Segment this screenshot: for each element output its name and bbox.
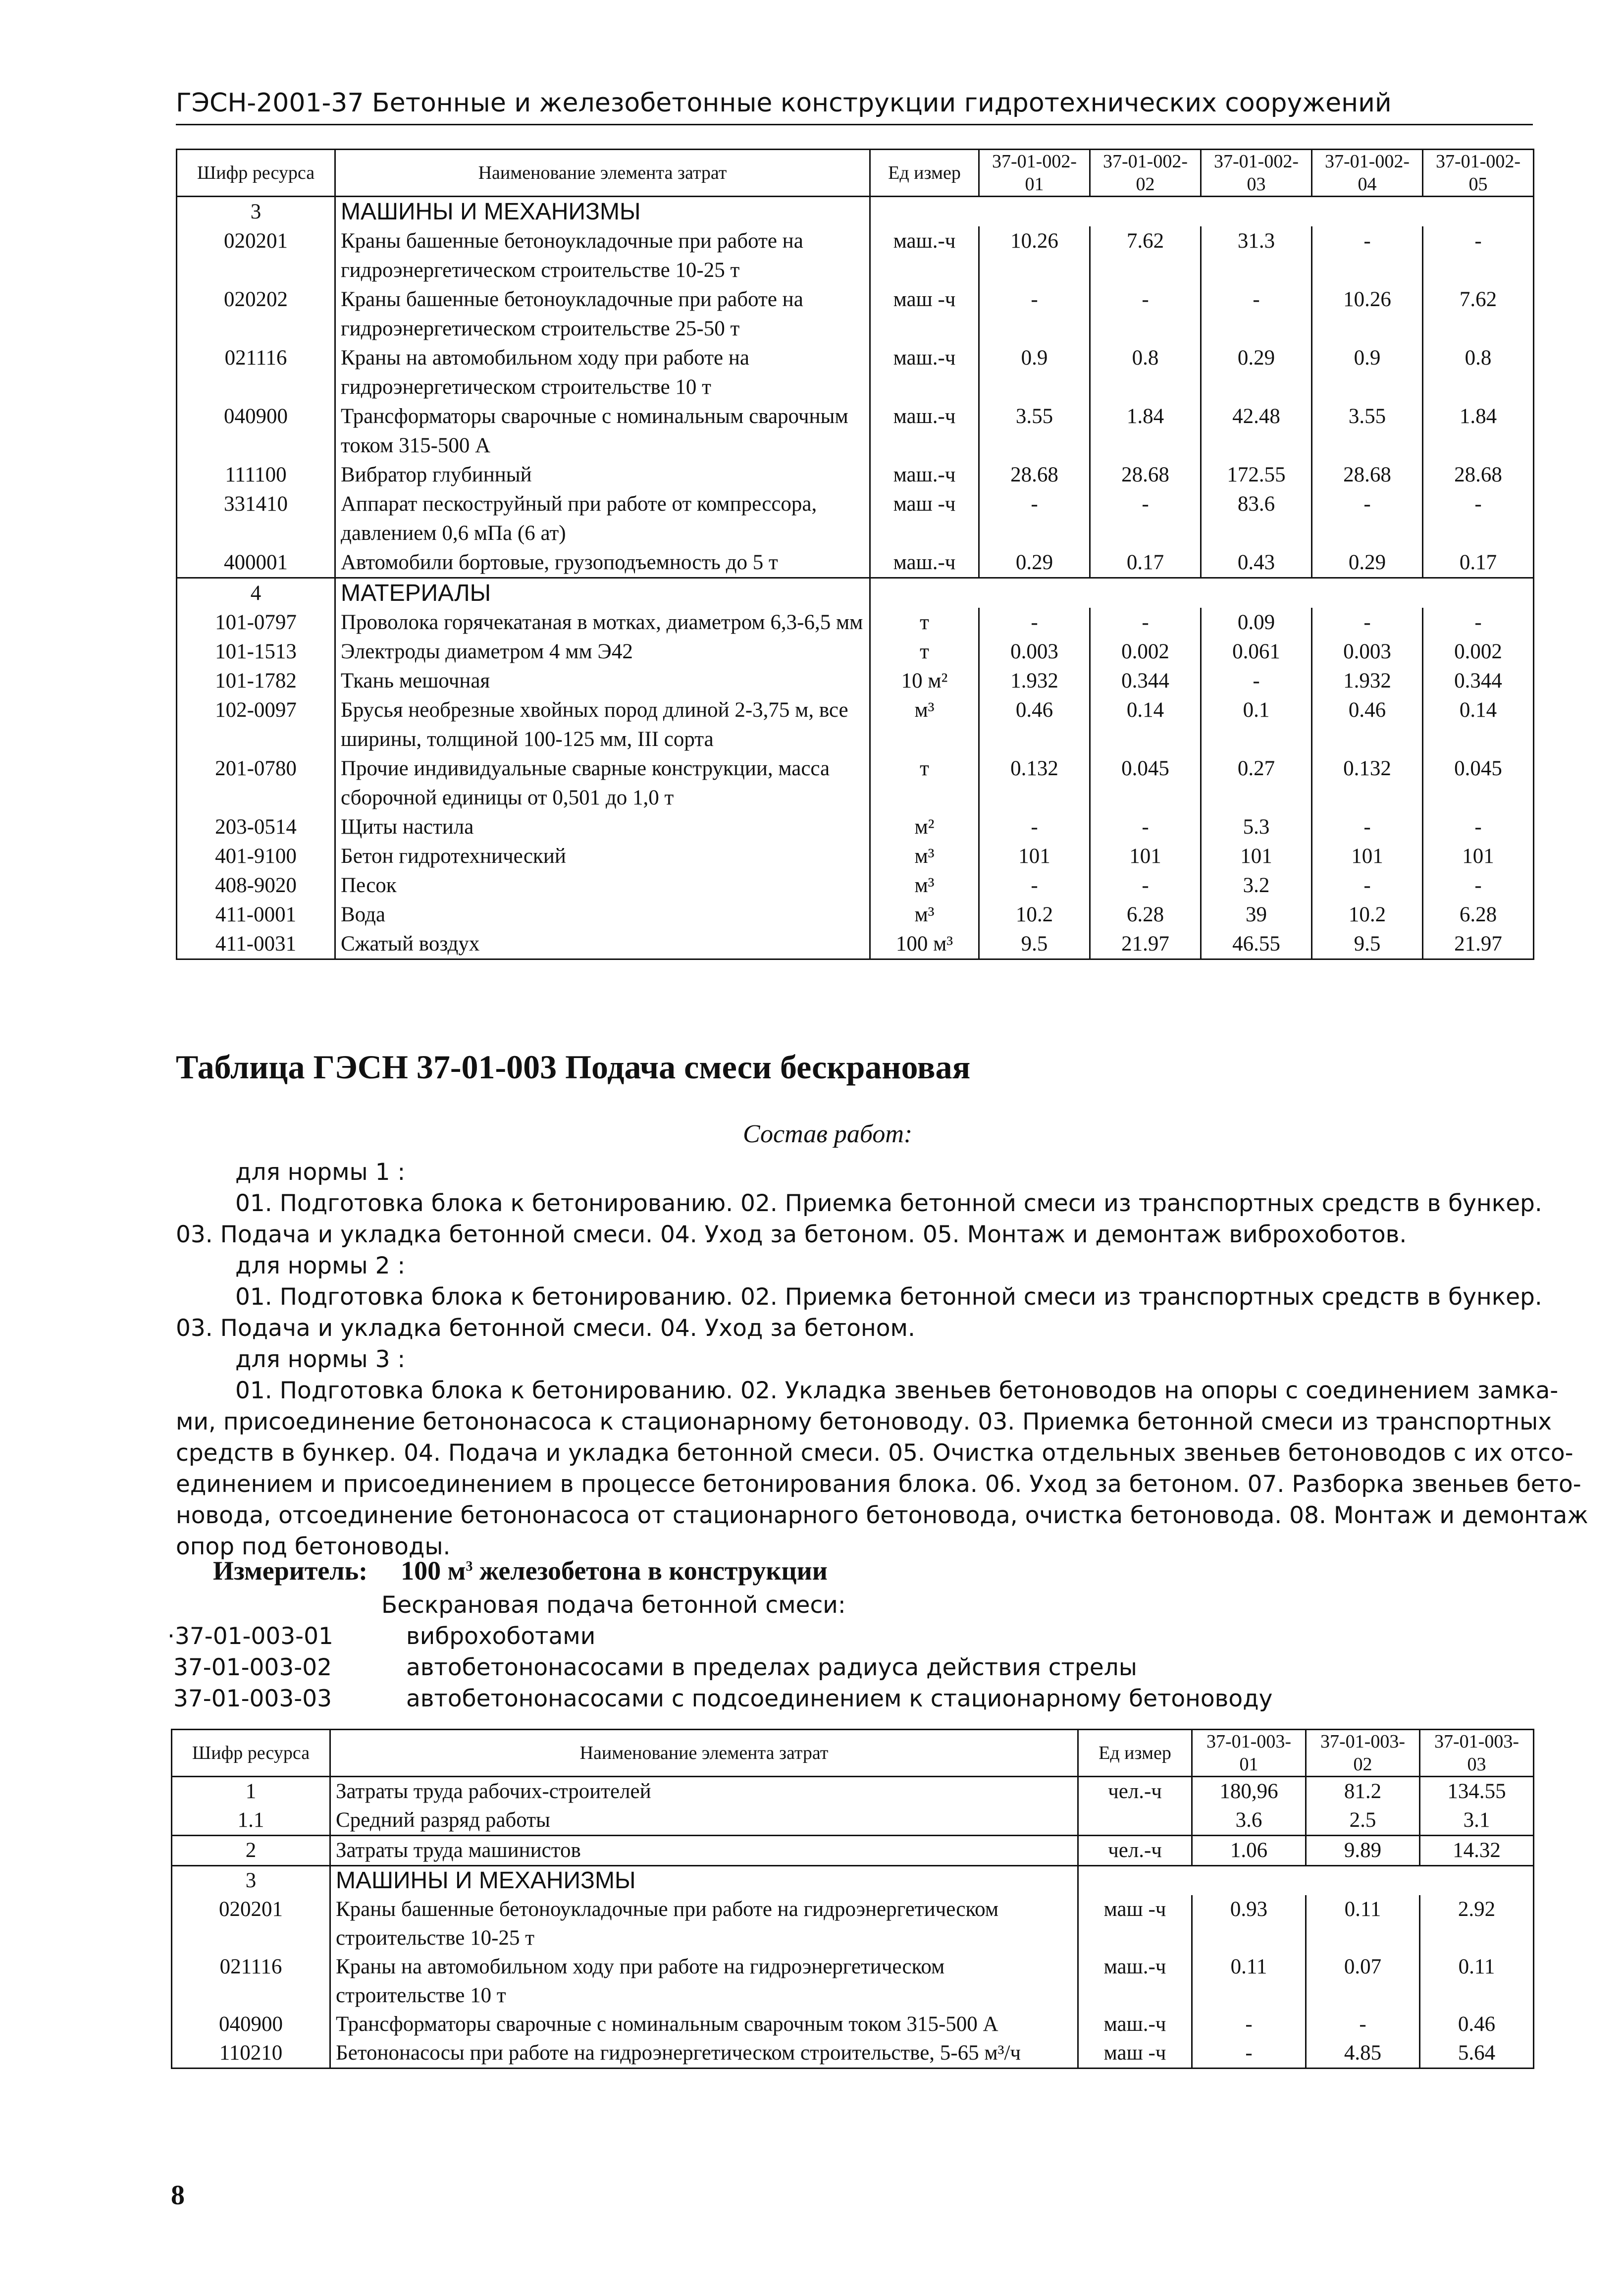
value-cell: 0.09 — [1201, 608, 1312, 637]
resource-code-cell: 101-1513 — [177, 637, 335, 666]
resource-name-cell: Брусья необрезные хвойных пород длиной 2-3,75 м, все ширины, толщиной 100-125 мм, III сорта — [335, 695, 870, 754]
norm1-label: для нормы 1 : — [235, 1159, 406, 1186]
value-cell: 0.132 — [979, 754, 1090, 812]
value-cell: - — [1423, 812, 1534, 842]
value-cell: 1.932 — [979, 666, 1090, 695]
value-cell: - — [1201, 666, 1312, 695]
value-cell: - — [1312, 226, 1423, 285]
resource-name-cell: Аппарат пескоструйный при работе от компрессора, давлением 0,6 мПа (6 ат) — [335, 489, 870, 548]
value-cell: 21.97 — [1090, 929, 1201, 959]
value-cell: 0.061 — [1201, 637, 1312, 666]
table-row — [172, 1806, 1534, 1836]
value-cell: 10.26 — [979, 226, 1090, 285]
resource-code-cell: 331410 — [177, 489, 335, 548]
unit-cell: маш.-ч — [870, 548, 979, 578]
unit-cell: маш.-ч — [870, 226, 979, 285]
resource-name-cell: Краны башенные бетоноукладочные при работе на гидроэнергетическом строительстве 10-25 т — [330, 1895, 1078, 1953]
norm2-text-line: 01. Подготовка блока к бетонированию. 02. Приемка бетонной смеси из транспортных средств в бункер. — [235, 1283, 1542, 1311]
value-cell: 0.8 — [1090, 343, 1201, 402]
value-cell: 0.002 — [1423, 637, 1534, 666]
resource-name-cell: Бетон гидротехнический — [335, 842, 870, 871]
value-cell: 6.28 — [1423, 900, 1534, 929]
section-row — [177, 197, 1534, 227]
value-cell: 1.84 — [1423, 402, 1534, 460]
value-cell: 3.55 — [979, 402, 1090, 460]
value-cell: 0.344 — [1090, 666, 1201, 695]
table-row — [177, 842, 1534, 871]
value-cell: 83.6 — [1201, 489, 1312, 548]
resource-code-cell: 1 — [172, 1777, 330, 1806]
meter-label: Измеритель: — [213, 1556, 368, 1586]
resource-code-cell: 203-0514 — [177, 812, 335, 842]
resource-code-cell: 3 — [172, 1866, 330, 1896]
value-cell: 0.11 — [1306, 1895, 1420, 1953]
value-cell: 5.3 — [1201, 812, 1312, 842]
table-row — [177, 489, 1534, 548]
value-cell: 5.64 — [1420, 2039, 1534, 2069]
unit-cell: м² — [870, 812, 979, 842]
unit-cell: м³ — [870, 900, 979, 929]
value-cell: 0.002 — [1090, 637, 1201, 666]
resource-code-cell: 021116 — [177, 343, 335, 402]
unit-cell: маш -ч — [1078, 2039, 1192, 2069]
norms-intro: Бескрановая подача бетонной смеси: — [381, 1592, 846, 1619]
empty-cell — [870, 197, 1534, 227]
value-cell: - — [1192, 2010, 1306, 2039]
value-cell: 39 — [1201, 900, 1312, 929]
table-body — [177, 197, 1534, 959]
resource-name-cell: Бетононасосы при работе на гидроэнергетическом строительстве, 5-65 м³/ч — [330, 2039, 1078, 2069]
unit-cell: т — [870, 754, 979, 812]
resource-name-cell: Средний разряд работы — [330, 1806, 1078, 1836]
unit-cell: т — [870, 608, 979, 637]
norm-code: 37-01-003-02 — [173, 1654, 332, 1681]
value-cell: 42.48 — [1201, 402, 1312, 460]
resource-name-cell: Ткань мешочная — [335, 666, 870, 695]
value-cell: 0.29 — [1201, 343, 1312, 402]
value-cell: 46.55 — [1201, 929, 1312, 959]
resource-code-cell: 4 — [177, 578, 335, 608]
unit-cell: маш -ч — [870, 285, 979, 343]
resource-code-cell: 021116 — [172, 1953, 330, 2010]
running-header: ГЭСН-2001-37 Бетонные и железобетонные конструкции гидротехнических сооружений — [176, 88, 1392, 118]
unit-cell: м³ — [870, 871, 979, 900]
resource-name-cell: МАТЕРИАЛЫ — [335, 578, 870, 608]
table-row — [177, 900, 1534, 929]
table-body — [172, 1777, 1534, 2069]
value-cell: 6.28 — [1090, 900, 1201, 929]
value-cell: 3.2 — [1201, 871, 1312, 900]
resource-name-cell: Затраты труда машинистов — [330, 1836, 1078, 1866]
value-cell: 0.132 — [1312, 754, 1423, 812]
resource-name-cell: Песок — [335, 871, 870, 900]
norm3-text-line: ми, присоединение бетононасоса к стационарному бетоноводу. 03. Приемка бетонной смеси из транспортных — [176, 1408, 1552, 1435]
unit-cell: маш.-ч — [870, 343, 979, 402]
table-row — [177, 812, 1534, 842]
resource-code-cell: 020202 — [177, 285, 335, 343]
value-cell: 0.27 — [1201, 754, 1312, 812]
value-cell: 0.07 — [1306, 1953, 1420, 2010]
value-cell: 10.26 — [1312, 285, 1423, 343]
table-row — [177, 402, 1534, 460]
norm3-text-line: средств в бункер. 04. Подача и укладка бетонной смеси. 05. Очистка отдельных звеньев бетоноводов с их отсо- — [176, 1439, 1573, 1467]
value-cell: 0.14 — [1090, 695, 1201, 754]
table-row — [177, 608, 1534, 637]
value-cell: - — [1192, 2039, 1306, 2069]
resource-name-cell: Щиты настила — [335, 812, 870, 842]
norm3-text-line: 01. Подготовка блока к бетонированию. 02. Укладка звеньев бетоноводов на опоры с соединением замка- — [235, 1377, 1559, 1404]
norm3-text-line: опор под бетоноводы. — [176, 1533, 451, 1560]
table-row — [172, 1777, 1534, 1806]
value-cell: 0.29 — [979, 548, 1090, 578]
value-cell: 7.62 — [1090, 226, 1201, 285]
meter-line — [213, 1555, 828, 1587]
norm-description: автобетононасосами с подсоединением к стационарному бетоноводу — [406, 1685, 1273, 1712]
value-cell: - — [979, 285, 1090, 343]
norm3-text-line: новода, отсоединение бетононасоса от стационарного бетоновода, очистка бетоновода. 08. Монтаж и демонтаж — [176, 1502, 1588, 1529]
norm1-text-line: 03. Подача и укладка бетонной смеси. 04. Уход за бетоном. 05. Монтаж и демонтаж виброхоботов. — [176, 1221, 1407, 1248]
value-cell: 0.045 — [1423, 754, 1534, 812]
value-cell: 21.97 — [1423, 929, 1534, 959]
value-cell: 0.8 — [1423, 343, 1534, 402]
value-cell: - — [1312, 871, 1423, 900]
resource-name-cell: МАШИНЫ И МЕХАНИЗМЫ — [330, 1866, 1078, 1896]
value-cell: 10.2 — [979, 900, 1090, 929]
table-header-row — [177, 150, 1534, 197]
resource-name-cell: Краны на автомобильном ходу при работе на гидроэнергетическом строительстве 10 т — [335, 343, 870, 402]
value-cell: 31.3 — [1201, 226, 1312, 285]
table-row — [172, 1836, 1534, 1866]
table-row — [177, 695, 1534, 754]
resource-name-cell: Краны башенные бетоноукладочные при работе на гидроэнергетическом строительстве 10-25 т — [335, 226, 870, 285]
header-rule — [176, 124, 1533, 125]
value-cell: 0.29 — [1312, 548, 1423, 578]
resource-name-cell: Краны на автомобильном ходу при работе на гидроэнергетическом строительстве 10 т — [330, 1953, 1078, 2010]
resource-code-cell: 102-0097 — [177, 695, 335, 754]
norm-description: виброхоботами — [406, 1623, 596, 1650]
value-cell: 10.2 — [1312, 900, 1423, 929]
value-cell: - — [979, 608, 1090, 637]
table-row — [177, 460, 1534, 489]
resource-name-cell: Проволока горячекатаная в мотках, диаметром 6,3-6,5 мм — [335, 608, 870, 637]
value-cell: 28.68 — [1090, 460, 1201, 489]
resource-name-cell: Трансформаторы сварочные с номинальным сварочным током 315-500 А — [335, 402, 870, 460]
resource-code-cell: 110210 — [172, 2039, 330, 2069]
value-cell: - — [1423, 871, 1534, 900]
table-row — [177, 929, 1534, 959]
value-cell: 134.55 — [1420, 1777, 1534, 1806]
value-cell: - — [979, 812, 1090, 842]
table-title: Таблица ГЭСН 37-01-003 Подача смеси бескрановая — [176, 1048, 971, 1086]
value-cell: - — [1090, 812, 1201, 842]
value-cell: 7.62 — [1423, 285, 1534, 343]
table-row — [177, 871, 1534, 900]
resource-code-cell: 020201 — [177, 226, 335, 285]
value-cell: 2.5 — [1306, 1806, 1420, 1836]
table-row — [177, 226, 1534, 285]
resource-name-cell: Вода — [335, 900, 870, 929]
value-cell: - — [1312, 608, 1423, 637]
value-cell: 0.045 — [1090, 754, 1201, 812]
table-row — [177, 343, 1534, 402]
value-cell: 0.1 — [1201, 695, 1312, 754]
value-cell: - — [1090, 489, 1201, 548]
resource-code-cell: 408-9020 — [177, 871, 335, 900]
column-header: Шифр ресурса — [172, 1730, 330, 1777]
page-number: 8 — [171, 2180, 185, 2211]
table-row — [172, 1895, 1534, 1953]
resource-code-cell: 111100 — [177, 460, 335, 489]
value-cell: 180,96 — [1192, 1777, 1306, 1806]
value-cell: - — [1090, 871, 1201, 900]
norm3-label: для нормы 3 : — [235, 1346, 406, 1373]
value-cell: 0.344 — [1423, 666, 1534, 695]
value-cell: 0.46 — [1312, 695, 1423, 754]
value-cell: 0.003 — [979, 637, 1090, 666]
norm1-text-line: 01. Подготовка блока к бетонированию. 02. Приемка бетонной смеси из транспортных средств в бункер. — [235, 1190, 1542, 1217]
resource-code-cell: 201-0780 — [177, 754, 335, 812]
value-cell: - — [979, 489, 1090, 548]
value-cell: 0.93 — [1192, 1895, 1306, 1953]
value-cell: - — [1423, 489, 1534, 548]
norm-code: 37-01-003-03 — [173, 1685, 332, 1712]
resource-code-cell: 2 — [172, 1836, 330, 1866]
table-row — [177, 637, 1534, 666]
value-cell: 28.68 — [979, 460, 1090, 489]
meter-superscript: 3 — [466, 1559, 473, 1574]
norm3-text-line: единением и присоединением в процессе бетонирования блока. 06. Уход за бетоном. 07. Разборка звеньев бето- — [176, 1471, 1581, 1498]
resource-name-cell: Автомобили бортовые, грузоподъемность до 5 т — [335, 548, 870, 578]
value-cell: 2.92 — [1420, 1895, 1534, 1953]
resource-name-cell: Затраты труда рабочих-строителей — [330, 1777, 1078, 1806]
table-row — [172, 2039, 1534, 2069]
value-cell: 0.17 — [1423, 548, 1534, 578]
value-cell: 101 — [1312, 842, 1423, 871]
column-header: 37-01-002-05 — [1423, 150, 1534, 197]
value-cell: 4.85 — [1306, 2039, 1420, 2069]
value-cell: 1.932 — [1312, 666, 1423, 695]
value-cell: - — [979, 871, 1090, 900]
table-header-row — [172, 1730, 1534, 1777]
value-cell: 0.003 — [1312, 637, 1423, 666]
value-cell: 28.68 — [1423, 460, 1534, 489]
value-cell: 3.55 — [1312, 402, 1423, 460]
resource-name-cell: Электроды диаметром 4 мм Э42 — [335, 637, 870, 666]
value-cell: 9.89 — [1306, 1836, 1420, 1866]
resource-code-cell: 400001 — [177, 548, 335, 578]
value-cell: 9.5 — [979, 929, 1090, 959]
resource-name-cell: Прочие индивидуальные сварные конструкции, масса сборочной единицы от 0,501 до 1,0 т — [335, 754, 870, 812]
resource-code-cell: 101-0797 — [177, 608, 335, 637]
value-cell: - — [1306, 2010, 1420, 2039]
value-cell: 0.46 — [1420, 2010, 1534, 2039]
value-cell: 81.2 — [1306, 1777, 1420, 1806]
resource-code-cell: 040900 — [177, 402, 335, 460]
value-cell: - — [1312, 489, 1423, 548]
norm2-label: для нормы 2 : — [235, 1252, 406, 1279]
norm-description: автобетононасосами в пределах радиуса действия стрелы — [406, 1654, 1137, 1681]
resource-code-cell: 1.1 — [172, 1806, 330, 1836]
empty-cell — [1078, 1866, 1534, 1896]
meter-value-rest: железобетона в конструкции — [472, 1556, 828, 1586]
unit-cell — [1078, 1806, 1192, 1836]
resource-name-cell: Трансформаторы сварочные с номинальным сварочным током 315-500 А — [330, 2010, 1078, 2039]
column-header: 37-01-003-02 — [1306, 1730, 1420, 1777]
unit-cell: т — [870, 637, 979, 666]
table-row — [172, 1953, 1534, 2010]
unit-cell: маш.-ч — [1078, 1953, 1192, 2010]
value-cell: - — [1090, 608, 1201, 637]
value-cell: - — [1423, 608, 1534, 637]
unit-cell: маш.-ч — [870, 460, 979, 489]
value-cell: 101 — [1090, 842, 1201, 871]
unit-cell: маш -ч — [870, 489, 979, 548]
value-cell: 172.55 — [1201, 460, 1312, 489]
resource-name-cell: МАШИНЫ И МЕХАНИЗМЫ — [335, 197, 870, 227]
value-cell: 0.46 — [979, 695, 1090, 754]
value-cell: 0.9 — [979, 343, 1090, 402]
empty-cell — [870, 578, 1534, 608]
table-row — [177, 666, 1534, 695]
unit-cell: маш.-ч — [870, 402, 979, 460]
value-cell: - — [1201, 285, 1312, 343]
meter-value: 100 м — [401, 1556, 466, 1586]
resource-name-cell: Краны башенные бетоноукладочные при работе на гидроэнергетическом строительстве 25-50 т — [335, 285, 870, 343]
column-header: Шифр ресурса — [177, 150, 335, 197]
value-cell: 3.6 — [1192, 1806, 1306, 1836]
value-cell: 101 — [1423, 842, 1534, 871]
unit-cell: 100 м³ — [870, 929, 979, 959]
value-cell: 0.14 — [1423, 695, 1534, 754]
resource-code-cell: 411-0031 — [177, 929, 335, 959]
column-header: 37-01-003-01 — [1192, 1730, 1306, 1777]
value-cell: - — [1423, 226, 1534, 285]
unit-cell: маш.-ч — [1078, 2010, 1192, 2039]
resource-table-37-01-002 — [176, 149, 1534, 960]
value-cell: 14.32 — [1420, 1836, 1534, 1866]
section-row — [177, 578, 1534, 608]
norm-code: ·37-01-003-01 — [167, 1623, 333, 1650]
column-header: Наименование элемента затрат — [330, 1730, 1078, 1777]
table-row — [177, 548, 1534, 578]
value-cell: 1.06 — [1192, 1836, 1306, 1866]
resource-name-cell: Сжатый воздух — [335, 929, 870, 959]
composition-title: Состав работ: — [743, 1120, 913, 1148]
value-cell: - — [1312, 812, 1423, 842]
resource-code-cell: 401-9100 — [177, 842, 335, 871]
value-cell: 101 — [1201, 842, 1312, 871]
unit-cell: 10 м² — [870, 666, 979, 695]
norm2-text-line: 03. Подача и укладка бетонной смеси. 04. Уход за бетоном. — [176, 1315, 915, 1342]
column-header: Ед измер — [870, 150, 979, 197]
value-cell: 3.1 — [1420, 1806, 1534, 1836]
section-row — [172, 1866, 1534, 1896]
unit-cell: м³ — [870, 842, 979, 871]
table-row — [177, 285, 1534, 343]
table-row — [172, 2010, 1534, 2039]
resource-table-37-01-003 — [171, 1729, 1534, 2069]
value-cell: 0.17 — [1090, 548, 1201, 578]
column-header: 37-01-002-04 — [1312, 150, 1423, 197]
value-cell: 0.11 — [1192, 1953, 1306, 2010]
value-cell: 9.5 — [1312, 929, 1423, 959]
value-cell: 101 — [979, 842, 1090, 871]
value-cell: 1.84 — [1090, 402, 1201, 460]
unit-cell: чел.-ч — [1078, 1836, 1192, 1866]
resource-code-cell: 101-1782 — [177, 666, 335, 695]
resource-name-cell: Вибратор глубинный — [335, 460, 870, 489]
column-header: 37-01-002-01 — [979, 150, 1090, 197]
value-cell: 28.68 — [1312, 460, 1423, 489]
unit-cell: м³ — [870, 695, 979, 754]
unit-cell: чел.-ч — [1078, 1777, 1192, 1806]
value-cell: - — [1090, 285, 1201, 343]
column-header: 37-01-002-03 — [1201, 150, 1312, 197]
table-row — [177, 754, 1534, 812]
column-header: Наименование элемента затрат — [335, 150, 870, 197]
value-cell: 0.43 — [1201, 548, 1312, 578]
resource-code-cell: 020201 — [172, 1895, 330, 1953]
resource-code-cell: 040900 — [172, 2010, 330, 2039]
column-header: Ед измер — [1078, 1730, 1192, 1777]
resource-code-cell: 411-0001 — [177, 900, 335, 929]
resource-code-cell: 3 — [177, 197, 335, 227]
column-header: 37-01-002-02 — [1090, 150, 1201, 197]
unit-cell: маш -ч — [1078, 1895, 1192, 1953]
column-header: 37-01-003-03 — [1420, 1730, 1534, 1777]
value-cell: 0.9 — [1312, 343, 1423, 402]
value-cell: 0.11 — [1420, 1953, 1534, 2010]
